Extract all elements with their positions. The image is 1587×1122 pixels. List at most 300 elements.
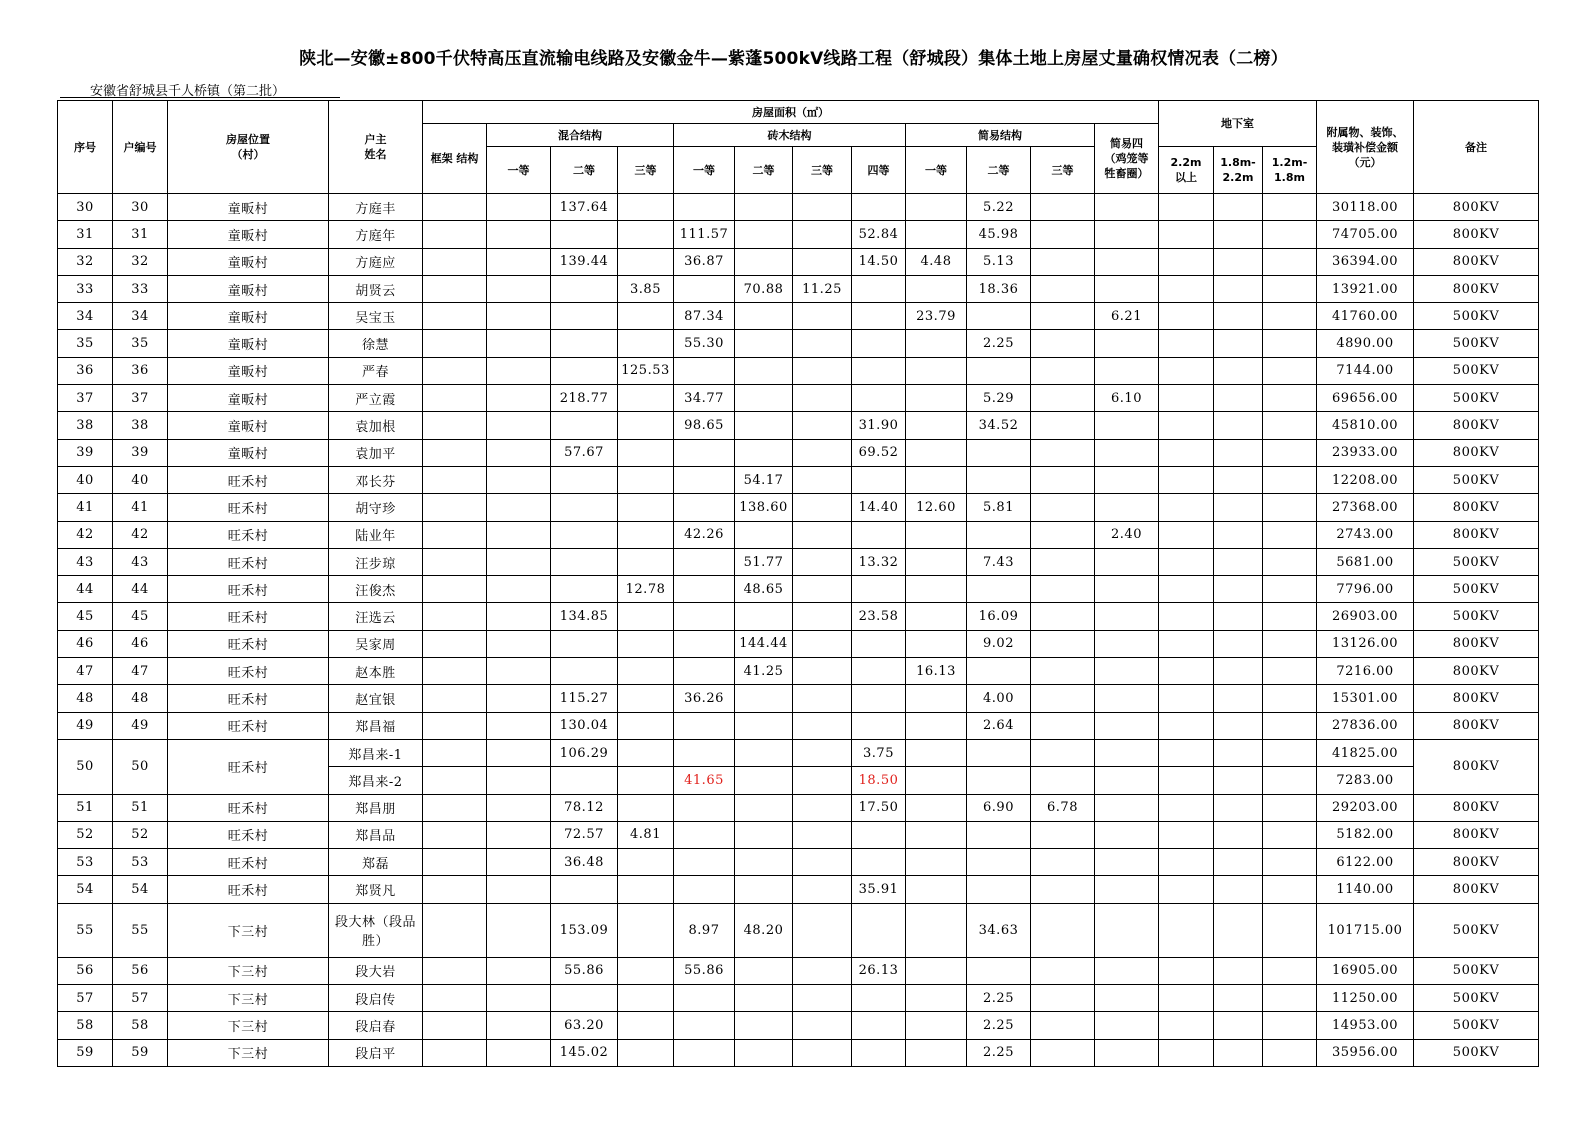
row-household-no: 33 <box>113 275 168 302</box>
row-area-brick4: 14.50 <box>852 248 906 275</box>
row-remark: 800KV <box>1414 630 1539 657</box>
row-village: 旺禾村 <box>168 548 329 575</box>
row-area-simple1 <box>906 1039 967 1066</box>
row-owner: 胡守珍 <box>329 494 423 521</box>
row-area-mix1 <box>487 957 551 984</box>
row-area-mix1 <box>487 603 551 630</box>
table-row <box>58 385 1539 412</box>
row-seq: 54 <box>58 876 113 903</box>
row-area-simple2 <box>967 303 1031 330</box>
row-owner: 郑昌来-2 <box>329 767 423 794</box>
row-area-simple2: 16.09 <box>967 603 1031 630</box>
row-area-brick3 <box>793 794 852 821</box>
header-basement-high: 2.2m 以上 <box>1159 147 1214 194</box>
row-amount: 101715.00 <box>1317 903 1414 957</box>
header-grade: 三等 <box>618 147 674 194</box>
row-area-simple3 <box>1031 248 1095 275</box>
row-remark: 500KV <box>1414 548 1539 575</box>
row-area-b3 <box>1263 712 1317 739</box>
row-amount: 7216.00 <box>1317 658 1414 685</box>
row-area-mix3 <box>618 1039 674 1066</box>
row-area-brick4 <box>852 630 906 657</box>
row-area-b2 <box>1214 548 1263 575</box>
row-area-brick3 <box>793 385 852 412</box>
row-area-b2 <box>1214 576 1263 603</box>
row-area-b2 <box>1214 385 1263 412</box>
row-household-no: 40 <box>113 466 168 493</box>
row-area-mix2: 106.29 <box>551 739 618 766</box>
row-area-brick1: 98.65 <box>674 412 735 439</box>
header-grade: 一等 <box>674 147 735 194</box>
row-area-b2 <box>1214 739 1263 766</box>
row-owner: 郑昌来-1 <box>329 739 423 766</box>
row-amount: 5681.00 <box>1317 548 1414 575</box>
row-area-mix1 <box>487 903 551 957</box>
row-seq: 53 <box>58 849 113 876</box>
row-area-simple2 <box>967 957 1031 984</box>
row-area-mix2 <box>551 576 618 603</box>
row-area-simple4 <box>1095 985 1159 1012</box>
row-remark: 500KV <box>1414 1012 1539 1039</box>
row-household-no: 37 <box>113 385 168 412</box>
row-area-b3 <box>1263 576 1317 603</box>
row-area-frame <box>423 712 487 739</box>
row-area-brick3 <box>793 957 852 984</box>
row-area-brick1: 111.57 <box>674 221 735 248</box>
row-area-brick2 <box>735 985 793 1012</box>
row-area-brick2: 48.65 <box>735 576 793 603</box>
row-area-simple2 <box>967 357 1031 384</box>
row-area-b1 <box>1159 985 1214 1012</box>
row-seq: 46 <box>58 630 113 657</box>
row-amount: 12208.00 <box>1317 466 1414 493</box>
row-area-brick1 <box>674 658 735 685</box>
row-area-frame <box>423 330 487 357</box>
row-village: 童畈村 <box>168 357 329 384</box>
table-row <box>58 357 1539 384</box>
row-area-brick4 <box>852 849 906 876</box>
row-area-mix1 <box>487 194 551 221</box>
row-remark: 800KV <box>1414 248 1539 275</box>
row-village: 旺禾村 <box>168 630 329 657</box>
table-body <box>58 194 1539 1067</box>
row-household-no: 59 <box>113 1039 168 1066</box>
row-area-b1 <box>1159 221 1214 248</box>
row-area-simple4 <box>1095 330 1159 357</box>
row-seq: 38 <box>58 412 113 439</box>
row-seq: 47 <box>58 658 113 685</box>
row-area-brick2: 48.20 <box>735 903 793 957</box>
row-remark: 500KV <box>1414 466 1539 493</box>
row-area-mix1 <box>487 576 551 603</box>
row-area-b3 <box>1263 849 1317 876</box>
row-area-simple2: 5.81 <box>967 494 1031 521</box>
row-area-brick2: 51.77 <box>735 548 793 575</box>
row-area-frame <box>423 576 487 603</box>
row-area-simple2: 5.29 <box>967 385 1031 412</box>
row-area-brick2 <box>735 303 793 330</box>
row-area-simple3 <box>1031 385 1095 412</box>
row-household-no: 58 <box>113 1012 168 1039</box>
row-area-mix1 <box>487 385 551 412</box>
row-seq: 34 <box>58 303 113 330</box>
row-area-b3 <box>1263 412 1317 439</box>
row-area-b2 <box>1214 849 1263 876</box>
row-area-brick2: 144.44 <box>735 630 793 657</box>
row-area-brick1: 55.30 <box>674 330 735 357</box>
row-area-brick2 <box>735 330 793 357</box>
row-area-mix1 <box>487 330 551 357</box>
row-area-mix1 <box>487 794 551 821</box>
row-amount: 6122.00 <box>1317 849 1414 876</box>
table-row <box>58 630 1539 657</box>
row-household-no: 47 <box>113 658 168 685</box>
row-amount: 23933.00 <box>1317 439 1414 466</box>
row-amount: 7796.00 <box>1317 576 1414 603</box>
row-village: 旺禾村 <box>168 821 329 848</box>
row-area-simple3 <box>1031 494 1095 521</box>
row-area-brick4 <box>852 685 906 712</box>
row-household-no: 45 <box>113 603 168 630</box>
row-owner: 胡贤云 <box>329 275 423 302</box>
table-row <box>58 903 1539 957</box>
row-area-b3 <box>1263 439 1317 466</box>
row-area-brick1 <box>674 466 735 493</box>
row-area-brick4: 17.50 <box>852 794 906 821</box>
row-area-mix1 <box>487 821 551 848</box>
row-area-simple3 <box>1031 1012 1095 1039</box>
row-area-frame <box>423 221 487 248</box>
row-area-brick1 <box>674 739 735 766</box>
row-seq: 41 <box>58 494 113 521</box>
row-area-mix1 <box>487 767 551 794</box>
row-village: 童畈村 <box>168 330 329 357</box>
row-amount: 13126.00 <box>1317 630 1414 657</box>
row-area-brick4 <box>852 303 906 330</box>
row-area-brick3 <box>793 903 852 957</box>
row-area-b1 <box>1159 521 1214 548</box>
row-area-b3 <box>1263 330 1317 357</box>
row-area-brick4 <box>852 903 906 957</box>
header-household-no: 户编号 <box>113 101 168 194</box>
table-row <box>58 712 1539 739</box>
table-row <box>58 521 1539 548</box>
row-area-brick3 <box>793 330 852 357</box>
row-owner: 陆业年 <box>329 521 423 548</box>
row-area-brick2: 41.25 <box>735 658 793 685</box>
row-area-mix2: 134.85 <box>551 603 618 630</box>
row-area-brick2: 70.88 <box>735 275 793 302</box>
row-amount: 11250.00 <box>1317 985 1414 1012</box>
row-area-brick3 <box>793 439 852 466</box>
row-area-simple2 <box>967 576 1031 603</box>
row-area-b1 <box>1159 439 1214 466</box>
row-village: 下三村 <box>168 1039 329 1066</box>
row-remark: 800KV <box>1414 821 1539 848</box>
row-area-brick1: 42.26 <box>674 521 735 548</box>
row-area-brick1: 34.77 <box>674 385 735 412</box>
row-area-brick2 <box>735 248 793 275</box>
row-area-simple4 <box>1095 248 1159 275</box>
row-area-mix2 <box>551 275 618 302</box>
row-area-frame <box>423 303 487 330</box>
row-area-brick4 <box>852 330 906 357</box>
row-amount: 16905.00 <box>1317 957 1414 984</box>
row-area-brick1 <box>674 548 735 575</box>
row-area-brick1: 55.86 <box>674 957 735 984</box>
row-area-simple1 <box>906 685 967 712</box>
row-area-simple1: 16.13 <box>906 658 967 685</box>
header-brick: 砖木结构 <box>674 124 906 147</box>
row-area-simple3 <box>1031 957 1095 984</box>
row-area-simple4 <box>1095 576 1159 603</box>
row-area-brick2 <box>735 385 793 412</box>
row-area-mix3 <box>618 903 674 957</box>
row-owner: 段启平 <box>329 1039 423 1066</box>
row-seq: 42 <box>58 521 113 548</box>
row-village: 下三村 <box>168 903 329 957</box>
row-area-simple4 <box>1095 849 1159 876</box>
row-owner: 严立霞 <box>329 385 423 412</box>
row-remark: 500KV <box>1414 330 1539 357</box>
header-area: 房屋面积（㎡） <box>423 101 1159 124</box>
row-area-b3 <box>1263 385 1317 412</box>
row-area-brick3 <box>793 658 852 685</box>
row-area-brick1 <box>674 712 735 739</box>
row-remark: 500KV <box>1414 1039 1539 1066</box>
row-area-mix1 <box>487 221 551 248</box>
row-area-mix3 <box>618 603 674 630</box>
row-area-b2 <box>1214 985 1263 1012</box>
row-village: 旺禾村 <box>168 685 329 712</box>
row-area-b2 <box>1214 1012 1263 1039</box>
row-village: 旺禾村 <box>168 603 329 630</box>
row-area-brick4 <box>852 357 906 384</box>
row-area-mix3 <box>618 521 674 548</box>
row-owner: 吴家周 <box>329 630 423 657</box>
row-area-brick3 <box>793 685 852 712</box>
row-area-mix2: 36.48 <box>551 849 618 876</box>
header-owner: 户主 姓名 <box>329 101 423 194</box>
row-area-mix3 <box>618 712 674 739</box>
row-area-mix3 <box>618 957 674 984</box>
row-area-simple1 <box>906 903 967 957</box>
row-area-simple4 <box>1095 630 1159 657</box>
row-area-mix2: 63.20 <box>551 1012 618 1039</box>
table-row <box>58 1012 1539 1039</box>
row-area-simple4 <box>1095 194 1159 221</box>
table-row <box>58 876 1539 903</box>
row-area-simple4: 6.21 <box>1095 303 1159 330</box>
row-area-mix2: 72.57 <box>551 821 618 848</box>
row-area-simple1 <box>906 876 967 903</box>
row-area-frame <box>423 630 487 657</box>
row-area-brick4: 69.52 <box>852 439 906 466</box>
row-area-b3 <box>1263 1012 1317 1039</box>
row-seq: 59 <box>58 1039 113 1066</box>
row-village: 旺禾村 <box>168 876 329 903</box>
row-owner: 段启传 <box>329 985 423 1012</box>
row-area-simple4 <box>1095 712 1159 739</box>
row-area-mix2 <box>551 548 618 575</box>
row-area-b3 <box>1263 248 1317 275</box>
table-row <box>58 985 1539 1012</box>
row-area-brick2 <box>735 221 793 248</box>
row-area-b3 <box>1263 685 1317 712</box>
row-area-brick4 <box>852 985 906 1012</box>
row-area-b2 <box>1214 303 1263 330</box>
row-area-frame <box>423 739 487 766</box>
row-owner: 段大林（段品胜） <box>329 903 423 957</box>
row-seq: 40 <box>58 466 113 493</box>
row-area-brick4: 31.90 <box>852 412 906 439</box>
row-area-simple3 <box>1031 876 1095 903</box>
row-area-simple4 <box>1095 221 1159 248</box>
row-area-simple3 <box>1031 821 1095 848</box>
row-area-frame <box>423 767 487 794</box>
row-amount: 27368.00 <box>1317 494 1414 521</box>
row-village: 童畈村 <box>168 221 329 248</box>
row-area-mix1 <box>487 685 551 712</box>
row-area-simple1 <box>906 712 967 739</box>
row-area-simple4 <box>1095 1012 1159 1039</box>
row-area-simple4 <box>1095 767 1159 794</box>
row-owner: 郑昌品 <box>329 821 423 848</box>
row-household-no: 50 <box>113 739 168 794</box>
row-area-mix3 <box>618 685 674 712</box>
row-household-no: 48 <box>113 685 168 712</box>
row-area-simple4 <box>1095 658 1159 685</box>
row-area-brick2 <box>735 603 793 630</box>
table-row <box>58 1039 1539 1066</box>
row-village: 旺禾村 <box>168 466 329 493</box>
row-area-b3 <box>1263 794 1317 821</box>
row-owner: 汪选云 <box>329 603 423 630</box>
row-area-brick1 <box>674 821 735 848</box>
row-area-b1 <box>1159 685 1214 712</box>
row-area-brick1: 36.26 <box>674 685 735 712</box>
row-area-mix2: 57.67 <box>551 439 618 466</box>
row-area-simple4 <box>1095 739 1159 766</box>
row-area-b2 <box>1214 521 1263 548</box>
row-area-mix2: 139.44 <box>551 248 618 275</box>
row-area-simple3 <box>1031 767 1095 794</box>
row-area-b1 <box>1159 739 1214 766</box>
property-table <box>57 100 1539 1067</box>
row-area-simple3 <box>1031 603 1095 630</box>
row-area-frame <box>423 876 487 903</box>
row-area-brick1 <box>674 876 735 903</box>
row-area-brick1 <box>674 494 735 521</box>
row-area-simple2: 9.02 <box>967 630 1031 657</box>
row-village: 旺禾村 <box>168 712 329 739</box>
table-row <box>58 275 1539 302</box>
row-area-brick3 <box>793 603 852 630</box>
row-area-mix3 <box>618 439 674 466</box>
row-area-b3 <box>1263 275 1317 302</box>
row-owner: 袁加根 <box>329 412 423 439</box>
row-area-b1 <box>1159 412 1214 439</box>
row-area-mix1 <box>487 466 551 493</box>
header-frame: 框架 结构 <box>423 124 487 194</box>
row-area-b3 <box>1263 658 1317 685</box>
row-area-brick2 <box>735 957 793 984</box>
row-household-no: 31 <box>113 221 168 248</box>
row-area-mix2 <box>551 466 618 493</box>
table-row <box>58 494 1539 521</box>
table-row <box>58 603 1539 630</box>
row-area-brick3 <box>793 221 852 248</box>
row-area-frame <box>423 821 487 848</box>
row-area-mix2 <box>551 876 618 903</box>
row-area-brick3 <box>793 303 852 330</box>
row-area-simple1 <box>906 548 967 575</box>
row-area-b2 <box>1214 794 1263 821</box>
row-area-mix3: 125.53 <box>618 357 674 384</box>
row-area-simple4: 6.10 <box>1095 385 1159 412</box>
row-area-simple2: 2.64 <box>967 712 1031 739</box>
row-remark: 500KV <box>1414 303 1539 330</box>
row-amount: 30118.00 <box>1317 194 1414 221</box>
row-area-simple1 <box>906 194 967 221</box>
page-subtitle: 安徽省舒城县千人桥镇（第二批） <box>60 80 340 98</box>
row-household-no: 41 <box>113 494 168 521</box>
row-area-b3 <box>1263 821 1317 848</box>
row-area-b3 <box>1263 603 1317 630</box>
row-area-brick2 <box>735 794 793 821</box>
row-area-brick4 <box>852 1012 906 1039</box>
row-area-b1 <box>1159 548 1214 575</box>
row-area-b3 <box>1263 221 1317 248</box>
row-amount: 27836.00 <box>1317 712 1414 739</box>
row-area-mix3 <box>618 548 674 575</box>
row-area-simple3 <box>1031 712 1095 739</box>
row-area-frame <box>423 194 487 221</box>
table-row <box>58 248 1539 275</box>
row-household-no: 34 <box>113 303 168 330</box>
row-area-brick2 <box>735 712 793 739</box>
row-owner: 汪俊杰 <box>329 576 423 603</box>
row-area-brick3 <box>793 712 852 739</box>
header-basement-low: 1.2m- 1.8m <box>1263 147 1317 194</box>
row-village: 旺禾村 <box>168 494 329 521</box>
row-area-frame <box>423 357 487 384</box>
row-area-brick4: 14.40 <box>852 494 906 521</box>
row-area-brick4 <box>852 275 906 302</box>
row-village: 旺禾村 <box>168 576 329 603</box>
row-area-brick1 <box>674 1039 735 1066</box>
row-area-simple2: 34.52 <box>967 412 1031 439</box>
row-household-no: 35 <box>113 330 168 357</box>
table-row <box>58 576 1539 603</box>
row-area-mix2: 115.27 <box>551 685 618 712</box>
table-row <box>58 658 1539 685</box>
row-area-b1 <box>1159 1039 1214 1066</box>
row-area-brick1 <box>674 357 735 384</box>
row-owner: 方庭年 <box>329 221 423 248</box>
row-area-mix1 <box>487 849 551 876</box>
row-area-brick4: 35.91 <box>852 876 906 903</box>
row-amount: 7144.00 <box>1317 357 1414 384</box>
row-area-b1 <box>1159 712 1214 739</box>
row-area-simple3 <box>1031 739 1095 766</box>
row-area-brick2 <box>735 1012 793 1039</box>
row-area-b2 <box>1214 821 1263 848</box>
row-area-b1 <box>1159 275 1214 302</box>
row-household-no: 54 <box>113 876 168 903</box>
row-area-brick2 <box>735 767 793 794</box>
row-area-simple4 <box>1095 548 1159 575</box>
